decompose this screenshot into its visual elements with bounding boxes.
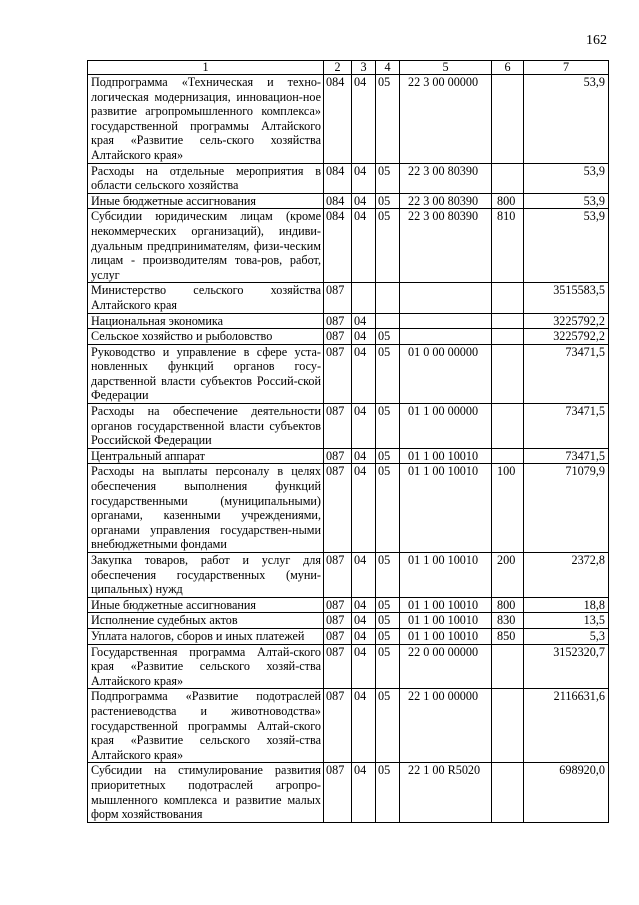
subsection-code: 05 <box>376 644 400 689</box>
row-name: Субсидии на стимулирование развития приоритетных подотраслей агропро-мышленного комплекса и развитие малых форм хозяйствования <box>88 763 324 822</box>
target-article-code: 01 1 00 00000 <box>400 404 492 449</box>
section-code: 04 <box>352 689 376 763</box>
table-row <box>88 644 609 689</box>
section-code: 04 <box>352 193 376 209</box>
amount: 3225792,2 <box>524 313 609 329</box>
section-code: 04 <box>352 404 376 449</box>
target-article-code: 22 3 00 80390 <box>400 209 492 283</box>
row-name: Государственная программа Алтай-ского края «Развитие сельского хозяй-ства Алтайского края» <box>88 644 324 689</box>
amount: 5,3 <box>524 628 609 644</box>
expense-type-code <box>492 448 524 464</box>
header-cell: 2 <box>324 61 352 75</box>
table-row <box>88 209 609 283</box>
row-name: Расходы на отдельные мероприятия в области сельского хозяйства <box>88 163 324 193</box>
target-article-code <box>400 313 492 329</box>
expense-type-code: 200 <box>492 553 524 598</box>
target-article-code: 01 0 00 00000 <box>400 344 492 403</box>
row-name: Расходы на обеспечение деятельности органов государственной власти субъектов Российской Федерации <box>88 404 324 449</box>
page-number: 162 <box>586 33 607 48</box>
row-name: Национальная экономика <box>88 313 324 329</box>
table-row <box>88 404 609 449</box>
target-article-code: 22 3 00 00000 <box>400 75 492 164</box>
row-name: Подпрограмма «Техническая и техно-логическая модернизация, инновацион-ное развитие агропромышленного комплекса» государственной программы Алтайского края «Развитие сель-ского хозяйства Алтайского края» <box>88 75 324 164</box>
section-code: 04 <box>352 448 376 464</box>
table-row <box>88 329 609 345</box>
row-name: Закупка товаров, работ и услуг для обеспечения государственных (муни-ципальных) нужд <box>88 553 324 598</box>
subsection-code: 05 <box>376 163 400 193</box>
amount: 698920,0 <box>524 763 609 822</box>
target-article-code <box>400 283 492 313</box>
expense-type-code <box>492 329 524 345</box>
amount: 3152320,7 <box>524 644 609 689</box>
section-code: 04 <box>352 329 376 345</box>
header-cell: 3 <box>352 61 376 75</box>
admin-code: 087 <box>324 344 352 403</box>
row-name: Субсидии юридическим лицам (кроме некоммерческих организаций), индиви-дуальным предпринимателям, физи-ческим лицам - производителям това-ров, работ, услуг <box>88 209 324 283</box>
subsection-code: 05 <box>376 597 400 613</box>
subsection-code: 05 <box>376 628 400 644</box>
table-row <box>88 553 609 598</box>
table-row <box>88 763 609 822</box>
target-article-code: 22 1 00 00000 <box>400 689 492 763</box>
table-header-row <box>88 61 609 75</box>
admin-code: 087 <box>324 628 352 644</box>
admin-code: 087 <box>324 763 352 822</box>
target-article-code: 01 1 00 10010 <box>400 628 492 644</box>
table-row <box>88 689 609 763</box>
row-name: Сельское хозяйство и рыболовство <box>88 329 324 345</box>
row-name: Руководство и управление в сфере уста-новленных функций органов госу-дарственной власти субъектов Россий-ской Федерации <box>88 344 324 403</box>
target-article-code: 22 1 00 R5020 <box>400 763 492 822</box>
amount: 73471,5 <box>524 344 609 403</box>
amount: 3515583,5 <box>524 283 609 313</box>
admin-code: 084 <box>324 75 352 164</box>
row-name: Иные бюджетные ассигнования <box>88 597 324 613</box>
subsection-code: 05 <box>376 613 400 629</box>
target-article-code: 01 1 00 10010 <box>400 464 492 553</box>
header-cell: 7 <box>524 61 609 75</box>
target-article-code: 22 0 00 00000 <box>400 644 492 689</box>
amount: 13,5 <box>524 613 609 629</box>
target-article-code: 01 1 00 10010 <box>400 448 492 464</box>
expense-type-code <box>492 689 524 763</box>
amount: 53,9 <box>524 75 609 164</box>
header-cell: 1 <box>88 61 324 75</box>
row-name: Министерство сельского хозяйства Алтайского края <box>88 283 324 313</box>
amount: 18,8 <box>524 597 609 613</box>
admin-code: 087 <box>324 283 352 313</box>
section-code: 04 <box>352 209 376 283</box>
expense-type-code: 810 <box>492 209 524 283</box>
expense-type-code <box>492 313 524 329</box>
expense-type-code: 830 <box>492 613 524 629</box>
amount: 2372,8 <box>524 553 609 598</box>
section-code: 04 <box>352 613 376 629</box>
admin-code: 087 <box>324 448 352 464</box>
admin-code: 084 <box>324 193 352 209</box>
table-row <box>88 75 609 164</box>
section-code: 04 <box>352 464 376 553</box>
subsection-code: 05 <box>376 464 400 553</box>
subsection-code: 05 <box>376 75 400 164</box>
subsection-code: 05 <box>376 553 400 598</box>
row-name: Расходы на выплаты персоналу в целях обеспечения выполнения функций государственными (муниципальными) органами, казенными учреждениями, органами управления государствен-ными внебюджетными фондами <box>88 464 324 553</box>
subsection-code: 05 <box>376 404 400 449</box>
amount: 73471,5 <box>524 448 609 464</box>
admin-code: 087 <box>324 644 352 689</box>
table-row <box>88 448 609 464</box>
amount: 53,9 <box>524 193 609 209</box>
row-name: Центральный аппарат <box>88 448 324 464</box>
subsection-code: 05 <box>376 193 400 209</box>
section-code: 04 <box>352 644 376 689</box>
header-cell: 5 <box>400 61 492 75</box>
expense-type-code <box>492 344 524 403</box>
subsection-code <box>376 313 400 329</box>
expense-type-code <box>492 763 524 822</box>
target-article-code: 01 1 00 10010 <box>400 553 492 598</box>
budget-table <box>87 60 609 823</box>
admin-code: 087 <box>324 553 352 598</box>
amount: 73471,5 <box>524 404 609 449</box>
admin-code: 084 <box>324 163 352 193</box>
section-code: 04 <box>352 628 376 644</box>
subsection-code: 05 <box>376 329 400 345</box>
amount: 3225792,2 <box>524 329 609 345</box>
target-article-code: 01 1 00 10010 <box>400 597 492 613</box>
expense-type-code: 850 <box>492 628 524 644</box>
expense-type-code <box>492 75 524 164</box>
section-code: 04 <box>352 75 376 164</box>
section-code: 04 <box>352 553 376 598</box>
subsection-code: 05 <box>376 763 400 822</box>
expense-type-code <box>492 644 524 689</box>
admin-code: 087 <box>324 329 352 345</box>
admin-code: 087 <box>324 313 352 329</box>
row-name: Иные бюджетные ассигнования <box>88 193 324 209</box>
header-cell: 6 <box>492 61 524 75</box>
target-article-code: 22 3 00 80390 <box>400 163 492 193</box>
amount: 53,9 <box>524 209 609 283</box>
expense-type-code: 800 <box>492 597 524 613</box>
subsection-code: 05 <box>376 689 400 763</box>
admin-code: 087 <box>324 613 352 629</box>
expense-type-code <box>492 163 524 193</box>
table-row <box>88 628 609 644</box>
amount: 2116631,6 <box>524 689 609 763</box>
admin-code: 087 <box>324 689 352 763</box>
target-article-code: 01 1 00 10010 <box>400 613 492 629</box>
target-article-code <box>400 329 492 345</box>
section-code <box>352 283 376 313</box>
section-code: 04 <box>352 597 376 613</box>
expense-type-code <box>492 283 524 313</box>
admin-code: 087 <box>324 464 352 553</box>
section-code: 04 <box>352 313 376 329</box>
subsection-code: 05 <box>376 344 400 403</box>
amount: 71079,9 <box>524 464 609 553</box>
header-cell: 4 <box>376 61 400 75</box>
table-row <box>88 613 609 629</box>
admin-code: 087 <box>324 404 352 449</box>
row-name: Исполнение судебных актов <box>88 613 324 629</box>
section-code: 04 <box>352 163 376 193</box>
admin-code: 084 <box>324 209 352 283</box>
table-row <box>88 464 609 553</box>
expense-type-code: 100 <box>492 464 524 553</box>
table-row <box>88 344 609 403</box>
amount: 53,9 <box>524 163 609 193</box>
row-name: Подпрограмма «Развитие подотраслей растениеводства и животноводства» государственной программы Алтай-ского края «Развитие сельского хозяй-ства Алтайского края» <box>88 689 324 763</box>
expense-type-code: 800 <box>492 193 524 209</box>
admin-code: 087 <box>324 597 352 613</box>
table-row <box>88 597 609 613</box>
section-code: 04 <box>352 763 376 822</box>
section-code: 04 <box>352 344 376 403</box>
target-article-code: 22 3 00 80390 <box>400 193 492 209</box>
subsection-code: 05 <box>376 448 400 464</box>
subsection-code: 05 <box>376 209 400 283</box>
table-row <box>88 313 609 329</box>
table-row <box>88 283 609 313</box>
subsection-code <box>376 283 400 313</box>
table-row <box>88 193 609 209</box>
table-row <box>88 163 609 193</box>
row-name: Уплата налогов, сборов и иных платежей <box>88 628 324 644</box>
expense-type-code <box>492 404 524 449</box>
